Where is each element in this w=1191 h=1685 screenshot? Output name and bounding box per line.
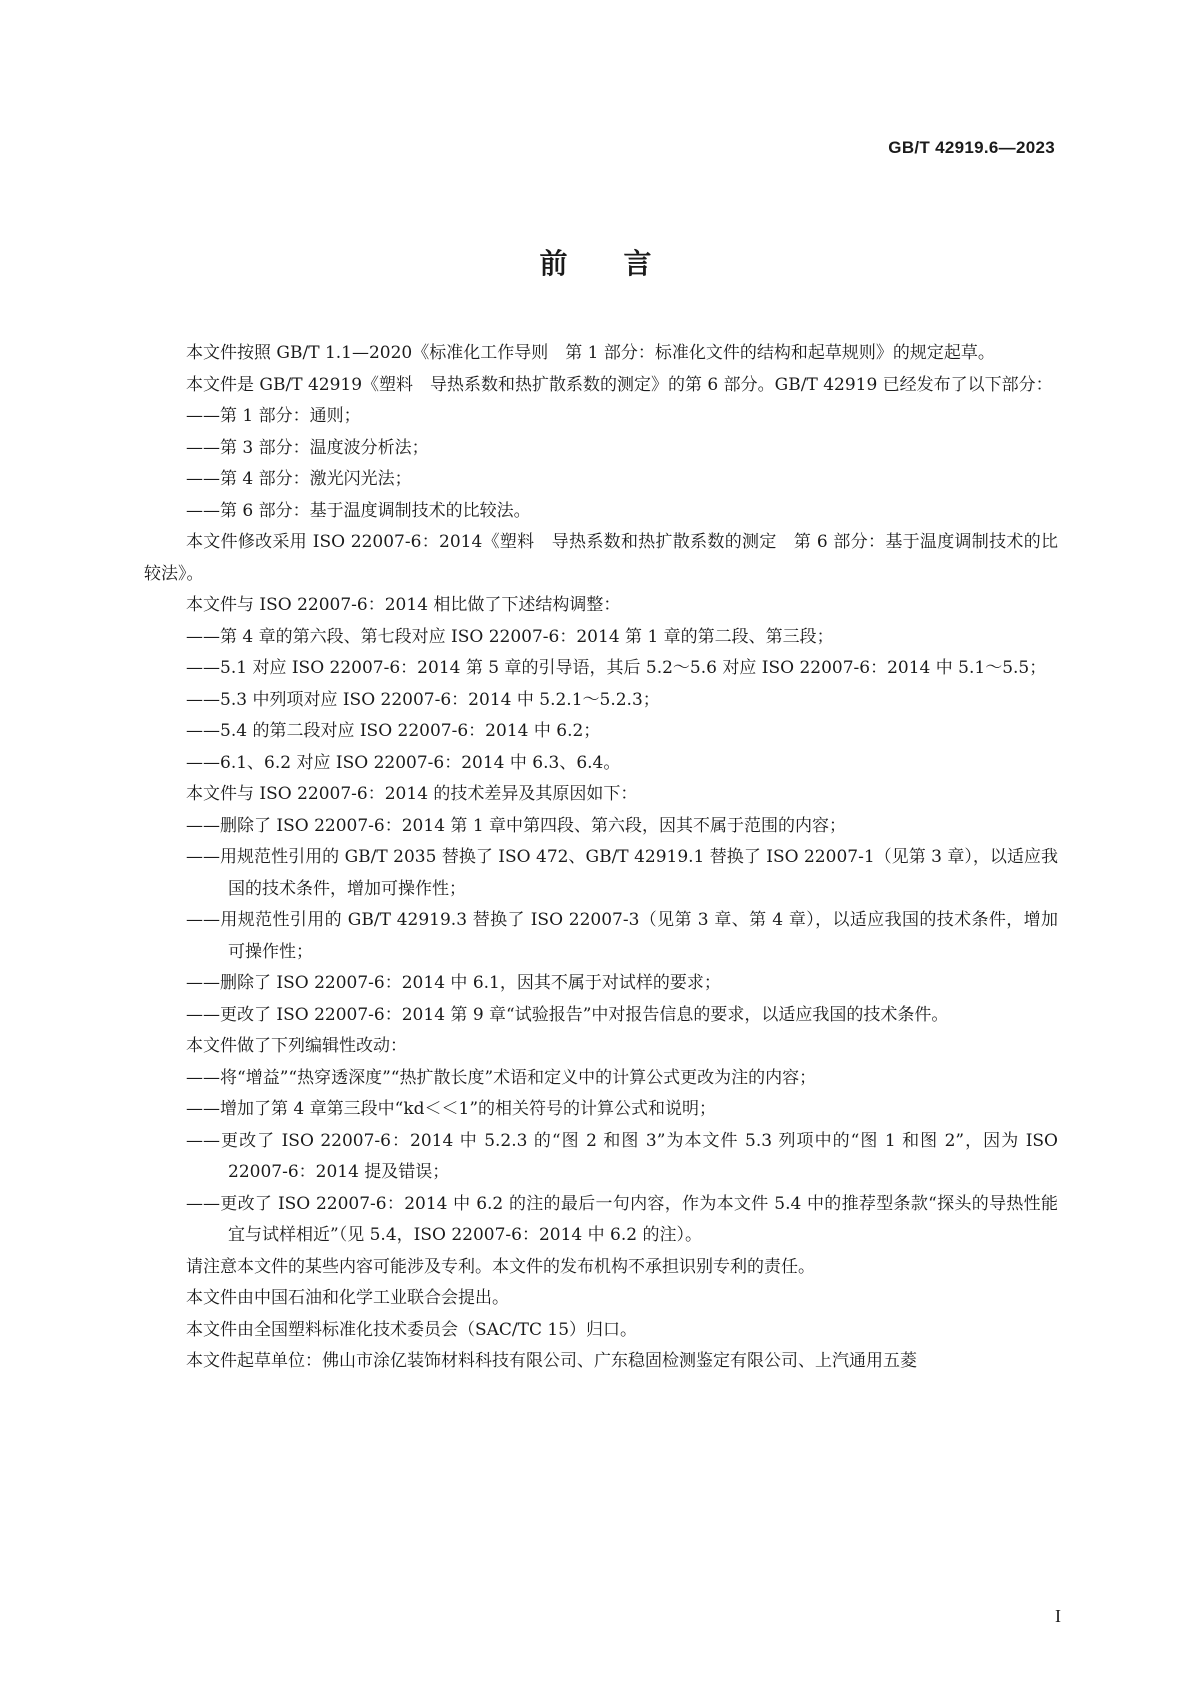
paragraph: 本文件做了下列编辑性改动：	[186, 1036, 407, 1056]
paragraph: 本文件与 ISO 22007-6：2014 的技术差异及其原因如下：	[186, 784, 638, 804]
list-item: ——增加了第 4 章第三段中“kd＜＜1”的相关符号的计算公式和说明；	[186, 1099, 717, 1119]
list-item: ——第 6 部分：基于温度调制技术的比较法。	[186, 500, 531, 521]
paragraph: 本文件修改采用 ISO 22007-6：2014《塑料 导热系数和热扩散系数的测定 第 6 部分：基于温度调制技术的比较法》。	[144, 532, 1058, 584]
list-item: ——更改了 ISO 22007-6：2014 第 9 章“试验报告”中对报告信息的要求，以适应我国的技术条件。	[186, 1004, 949, 1025]
list-item: ——将“增益”“热穿透深度”“热扩散长度”术语和定义中的计算公式更改为注的内容；	[186, 1067, 817, 1088]
page-title: 前言	[539, 247, 708, 280]
list-item: ——5.1 对应 ISO 22007-6：2014 第 5 章的引导语，其后 5.2～5.6 对应 ISO 22007-6：2014 中 5.1～5.5；	[186, 658, 1047, 678]
paragraph: 本文件是 GB/T 42919《塑料 导热系数和热扩散系数的测定》的第 6 部分。GB/T 42919 已经发布了以下部分：	[186, 374, 1053, 395]
standard-code: GB/T 42919.6—2023	[888, 138, 1055, 157]
paragraph: 本文件由中国石油和化学工业联合会提出。	[186, 1288, 509, 1308]
document-body	[144, 338, 1058, 1378]
list-item: ——5.4 的第二段对应 ISO 22007-6：2014 中 6.2；	[186, 721, 601, 741]
list-item: ——第 3 部分：温度波分析法；	[186, 437, 429, 458]
list-item: ——第 4 章的第六段、第七段对应 ISO 22007-6：2014 第 1 章的第二段、第三段；	[186, 626, 834, 647]
list-item: ——用规范性引用的 GB/T 2035 替换了 ISO 472、GB/T 42919.1 替换了 ISO 22007-1（见第 3 章），以适应我国的技术条件，增加可操作性；	[186, 847, 1058, 899]
paragraph: 请注意本文件的某些内容可能涉及专利。本文件的发布机构不承担识别专利的责任。	[186, 1256, 815, 1277]
list-item: ——5.3 中列项对应 ISO 22007-6：2014 中 5.2.1～5.2.3；	[186, 689, 660, 710]
paragraph: 本文件由全国塑料标准化技术委员会（SAC/TC 15）归口。	[186, 1319, 638, 1340]
paragraph: 本文件与 ISO 22007-6：2014 相比做了下述结构调整：	[186, 595, 621, 615]
list-item: ——删除了 ISO 22007-6：2014 第 1 章中第四段、第六段，因其不属于范围的内容；	[186, 815, 847, 836]
paragraph: 本文件按照 GB/T 1.1—2020《标准化工作导则 第 1 部分：标准化文件的结构和起草规则》的规定起草。	[186, 343, 995, 363]
list-item: ——删除了 ISO 22007-6：2014 中 6.1，因其不属于对试样的要求；	[186, 973, 721, 993]
list-item: ——第 4 部分：激光闪光法；	[186, 469, 412, 489]
list-item: ——6.1、6.2 对应 ISO 22007-6：2014 中 6.3、6.4。	[186, 752, 621, 773]
list-item: ——更改了 ISO 22007-6：2014 中 6.2 的注的最后一句内容，作为本文件 5.4 中的推荐型条款“探头的导热性能宜与试样相近”（见 5.4，ISO 22007-6：2014 中 6.2 的注）。	[186, 1193, 1058, 1245]
list-item: ——更改了 ISO 22007-6：2014 中 5.2.3 的“图 2 和图 3”为本文件 5.3 列项中的“图 1 和图 2”，因为 ISO 22007-6：2014 提及错误；	[186, 1130, 1058, 1182]
list-item: ——用规范性引用的 GB/T 42919.3 替换了 ISO 22007-3（见第 3 章、第 4 章），以适应我国的技术条件，增加可操作性；	[186, 910, 1058, 962]
paragraph: 本文件起草单位：佛山市涂亿装饰材料科技有限公司、广东稳固检测鉴定有限公司、上汽通用五菱	[186, 1351, 917, 1371]
list-item: ——第 1 部分：通则；	[186, 406, 361, 426]
page-number: I	[1055, 1606, 1061, 1626]
